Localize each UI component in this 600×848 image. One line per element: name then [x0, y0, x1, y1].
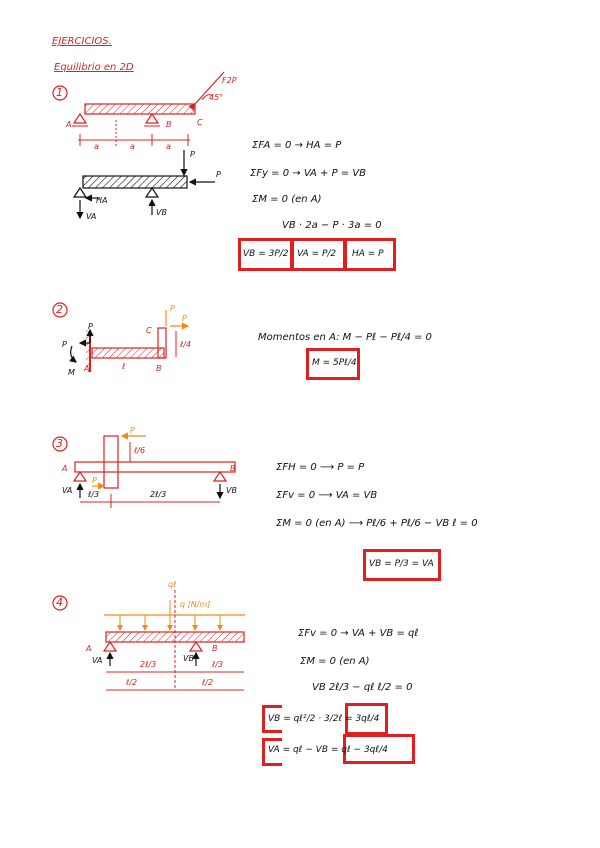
ex4-d2: ℓ/3 [212, 660, 224, 669]
ex2-result: M = 5Pℓ/4 [312, 358, 357, 368]
ex1-point-c: C [197, 118, 203, 127]
ex4-vb: VB [183, 654, 194, 663]
ex3-eq-2: ΣFv = 0 ⟶ VA = VB [276, 490, 378, 501]
ex1-dim-3: a [166, 142, 171, 151]
ex3-vb: VB [226, 486, 237, 495]
ex4-a: A [86, 644, 92, 653]
ex2-p-left: P [62, 340, 67, 349]
ex2-diagram [71, 310, 188, 372]
ex1-eq-4: VB · 2a − P · 3a = 0 [282, 220, 382, 231]
ex3-d2: 2ℓ/3 [150, 490, 167, 499]
ex1-force-label: F2P [222, 76, 237, 85]
ex3-d1: ℓ/3 [88, 490, 100, 499]
ex1-number: 1 [56, 86, 63, 99]
ex2-l4: ℓ/4 [180, 340, 192, 349]
ex3-l6: ℓ/6 [134, 446, 146, 455]
ex4-eq-3: VB 2ℓ/3 − qℓ ℓ/2 = 0 [312, 682, 413, 693]
ex1-point-a: A [66, 120, 72, 129]
ex3-number: 3 [56, 437, 63, 450]
ex1-eq-1: ΣFA = 0 → HA = P [252, 140, 342, 151]
ex2-c: C [146, 326, 152, 335]
ex3-eq-1: ΣFH = 0 ⟶ P = P [276, 462, 365, 473]
ex1-fbd-ha: HA [96, 196, 108, 205]
ex1-result-va: VA = P/2 [297, 249, 337, 259]
ex1-dim-2: a [130, 142, 135, 151]
ex4-eq-2: ΣM = 0 (en A) [300, 656, 370, 667]
ex1-fbd-va: VA [86, 212, 97, 221]
ex2-b: B [156, 364, 162, 373]
ex1-beam [72, 72, 224, 146]
ex4-result-va: VA = qℓ − VB = qℓ − 3qℓ/4 [268, 745, 388, 755]
ex3-p-low: P [92, 476, 97, 485]
ex1-fbd [74, 150, 215, 218]
ex4-result-vb: VB = qℓ²/2 · 3/2ℓ = 3qℓ/4 [268, 714, 380, 724]
ex1-fbd-p-top: P [190, 150, 195, 159]
ex4-q: q [N/m] [180, 600, 211, 609]
ex2-number: 2 [56, 303, 63, 316]
ex1-eq-3: ΣM = 0 (en A) [252, 194, 322, 205]
ex4-diagram [104, 590, 245, 690]
section-subtitle: Equilibrio en 2D [54, 62, 134, 73]
ex2-p-orange-2: P [182, 314, 187, 323]
ex1-result-ha: HA = P [352, 249, 384, 259]
ex2-l: ℓ [122, 362, 126, 371]
page-title: EJERCICIOS. [52, 36, 112, 47]
ex4-b: B [212, 644, 218, 653]
ex2-m: M [68, 368, 75, 377]
ex4-va: VA [92, 656, 103, 665]
ex4-h2: ℓ/2 [202, 678, 214, 687]
ex4-number: 4 [56, 596, 63, 609]
ex2-eq: Momentos en A: M − Pℓ − Pℓ/4 = 0 [258, 332, 432, 343]
ex3-va: VA [62, 486, 73, 495]
ex1-point-b: B [166, 120, 172, 129]
ex4-ql: qℓ [168, 580, 177, 589]
ex1-fbd-p-right: P [216, 170, 221, 179]
ex4-eq-1: ΣFv = 0 → VA + VB = qℓ [298, 628, 419, 639]
ex1-fbd-vb: VB [156, 208, 167, 217]
ex4-d1: 2ℓ/3 [140, 660, 157, 669]
ex2-p-orange: P [170, 304, 175, 313]
ex3-eq-3: ΣM = 0 (en A) ⟶ Pℓ/6 + Pℓ/6 − VB ℓ = 0 [276, 518, 478, 529]
ex1-dim-1: a [94, 142, 99, 151]
ex4-h1: ℓ/2 [126, 678, 138, 687]
ex1-result-vb: VB = 3P/2 [243, 249, 289, 259]
ex3-a: A [62, 464, 68, 473]
ex1-eq-2: ΣFy = 0 → VA + P = VB [250, 168, 367, 179]
ex1-angle: 45° [209, 93, 224, 102]
ex3-result: VB = P/3 = VA [369, 559, 434, 569]
ex3-p-top: P [130, 426, 135, 435]
ex2-p-top: P [88, 322, 93, 331]
ex2-a: A [84, 364, 90, 373]
ex3-b: B [230, 464, 236, 473]
